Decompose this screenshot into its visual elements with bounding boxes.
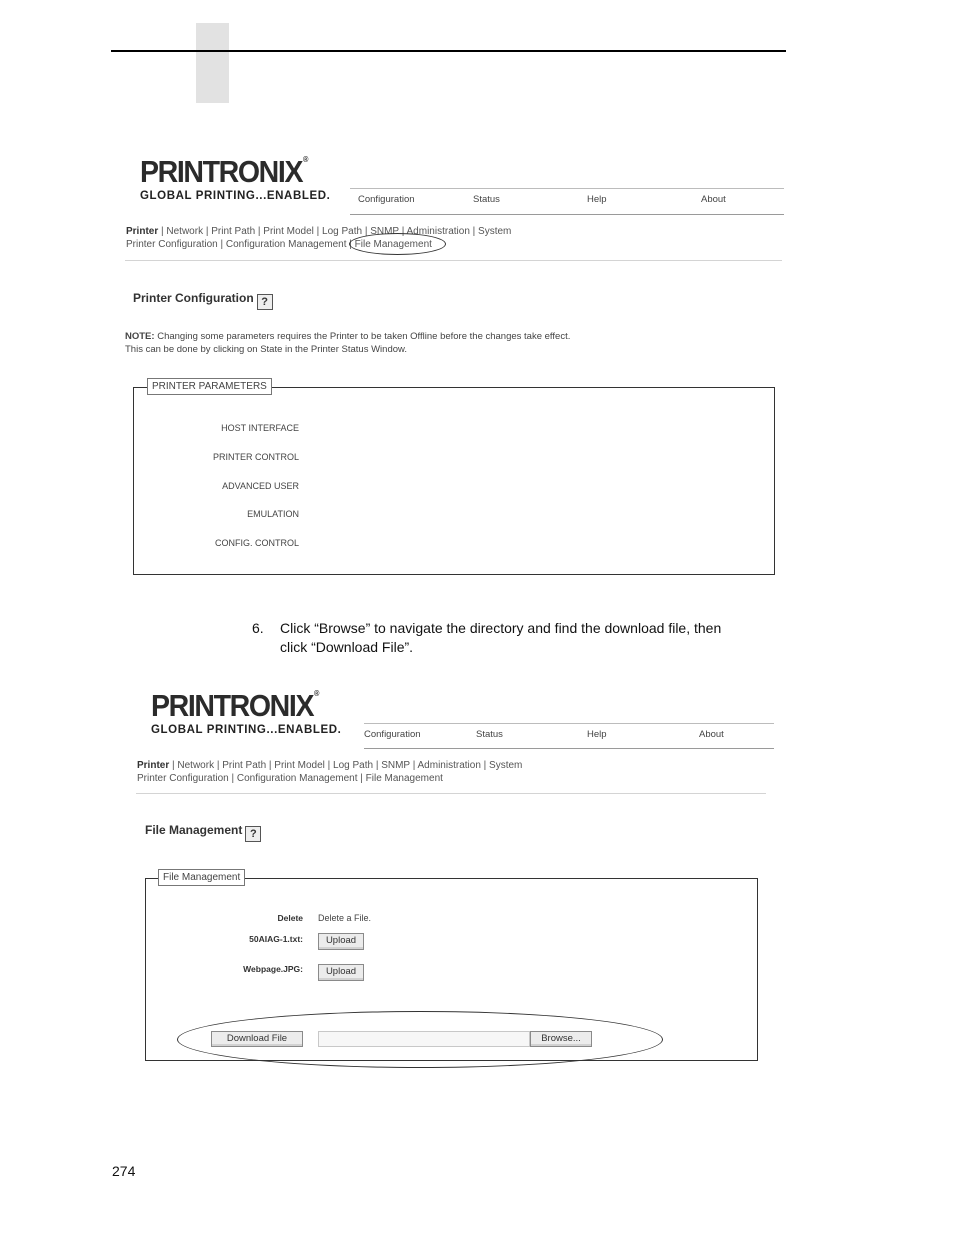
help-icon[interactable]: ? bbox=[245, 826, 261, 842]
links-row-2[interactable]: Printer Configuration | Configuration Management | File Management bbox=[137, 773, 443, 784]
download-file-button[interactable]: Download File bbox=[211, 1031, 303, 1047]
param-printer-control[interactable]: PRINTER CONTROL bbox=[212, 452, 299, 462]
divider bbox=[125, 260, 782, 261]
delete-text: Delete a File. bbox=[318, 913, 372, 923]
note-text: NOTE: Changing some parameters requires the Printer to be taken Offline before the changes take effect. This can be done by clicking on State in the Printer Status Window. bbox=[125, 331, 571, 355]
file-name-webpage: Webpage.JPG: bbox=[243, 964, 303, 974]
logo-tagline: GLOBAL PRINTING...ENABLED. bbox=[151, 724, 342, 736]
nav-about[interactable]: About bbox=[699, 729, 724, 740]
download-highlight-oval bbox=[177, 1011, 663, 1068]
printronix-logo bbox=[151, 690, 341, 736]
nav-help[interactable]: Help bbox=[587, 194, 607, 205]
printronix-logo bbox=[140, 156, 330, 202]
delete-label: Delete bbox=[277, 913, 303, 923]
upload-button[interactable]: Upload bbox=[318, 964, 364, 981]
logo-registered-mark: ® bbox=[303, 155, 308, 164]
file-management-legend: File Management bbox=[158, 869, 245, 886]
top-nav bbox=[350, 188, 784, 215]
nav-about[interactable]: About bbox=[701, 194, 726, 205]
divider bbox=[136, 793, 766, 794]
step-number: 6. bbox=[252, 620, 264, 636]
chapter-tab bbox=[196, 23, 229, 103]
upload-button[interactable]: Upload bbox=[318, 933, 364, 950]
links-row-1[interactable] bbox=[137, 759, 522, 772]
nav-configuration[interactable]: Configuration bbox=[358, 194, 415, 205]
nav-status[interactable]: Status bbox=[473, 194, 500, 205]
link-printer[interactable]: Printer bbox=[126, 226, 159, 237]
nav-help[interactable]: Help bbox=[587, 729, 607, 740]
nav-configuration[interactable]: Configuration bbox=[364, 729, 421, 740]
top-nav bbox=[364, 723, 774, 749]
page-title: Printer Configuration ? bbox=[133, 291, 273, 310]
help-icon[interactable]: ? bbox=[257, 294, 273, 310]
param-host-interface[interactable]: HOST INTERFACE bbox=[221, 423, 299, 433]
file-name-50aiag: 50AIAG-1.txt: bbox=[249, 934, 303, 944]
links-row-1[interactable] bbox=[126, 225, 511, 238]
logo-registered-mark: ® bbox=[314, 689, 319, 698]
param-advanced-user[interactable]: ADVANCED USER bbox=[222, 481, 299, 491]
links-row-1-rest[interactable]: | Network | Print Path | Print Model | Log Path | SNMP | Administration | System bbox=[158, 226, 512, 237]
logo-wordmark: PRINTRONIX bbox=[151, 688, 314, 723]
file-management-highlight-oval bbox=[349, 233, 446, 255]
param-config-control[interactable]: CONFIG. CONTROL bbox=[214, 538, 299, 548]
logo-tagline: GLOBAL PRINTING...ENABLED. bbox=[140, 190, 331, 202]
link-printer[interactable]: Printer bbox=[137, 760, 170, 771]
nav-status[interactable]: Status bbox=[476, 729, 503, 740]
breadcrumb-links bbox=[137, 759, 522, 785]
page-number: 274 bbox=[112, 1163, 136, 1179]
screenshot-printer-configuration bbox=[121, 150, 785, 582]
browse-button[interactable]: Browse... bbox=[530, 1031, 592, 1047]
printer-parameters-legend: PRINTER PARAMETERS bbox=[147, 378, 272, 395]
param-emulation[interactable]: EMULATION bbox=[247, 509, 299, 519]
logo-wordmark: PRINTRONIX bbox=[140, 154, 303, 189]
screenshot-file-management bbox=[130, 686, 775, 1070]
page-title: File Management ? bbox=[145, 823, 261, 842]
step-instruction: Click “Browse” to navigate the directory and find the download file, then click “Download File”. bbox=[280, 620, 722, 655]
header-rule bbox=[111, 50, 786, 52]
links-row-1-rest[interactable]: | Network | Print Path | Print Model | Log Path | SNMP | Administration | System bbox=[169, 760, 523, 771]
links-row-2[interactable]: Printer Configuration | Configuration Management | File Management bbox=[126, 239, 432, 250]
breadcrumb-links bbox=[126, 225, 511, 251]
note-label: NOTE: bbox=[125, 331, 155, 342]
